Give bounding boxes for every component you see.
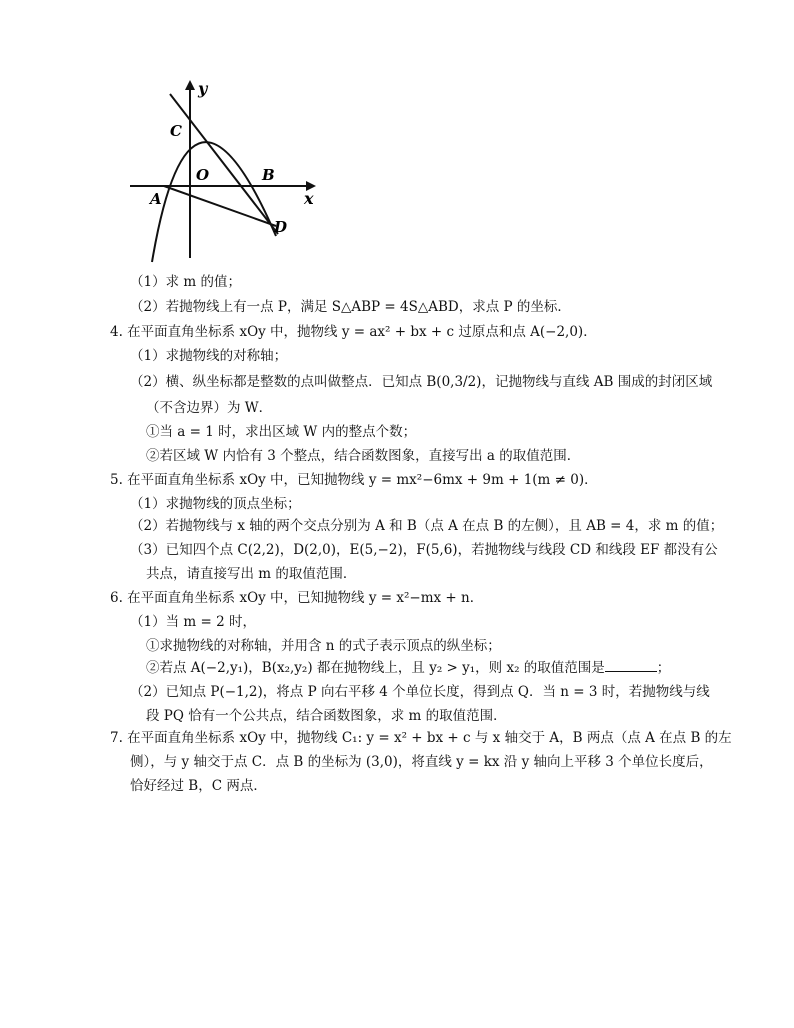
text-line: （2）若抛物线上有一点 P，满足 S△ABP = 4S△ABD，求点 P 的坐标． <box>130 299 571 315</box>
line-cd <box>170 94 278 234</box>
text-line: 侧），与 y 轴交于点 C．点 B 的坐标为 (3,0)，将直线 y = kx 沿 y 轴向上平移 3 个单位长度后， <box>130 754 713 770</box>
label-a: A <box>150 190 162 208</box>
text-line-with-blank <box>146 658 670 678</box>
answer-blank <box>605 659 657 672</box>
text-line: ①求抛物线的对称轴，并用含 n 的式子表示顶点的纵坐标； <box>146 638 501 654</box>
text-segment: ； <box>656 660 671 676</box>
label-d: D <box>274 218 288 236</box>
text-line: ②若区域 W 内恰有 3 个整点，结合函数图象，直接写出 a 的取值范围． <box>146 448 581 464</box>
text-line: 恰好经过 B，C 两点． <box>130 778 267 794</box>
text-line: ①当 a = 1 时，求出区域 W 内的整点个数； <box>146 424 417 440</box>
text-line: （2）已知点 P(−1,2)，将点 P 向右平移 4 个单位长度，得到点 Q．当 n = 3 时，若抛物线与线 <box>130 684 710 700</box>
label-b: B <box>262 166 275 184</box>
parabola-curve <box>152 142 276 262</box>
text-line: （1）求抛物线的顶点坐标； <box>130 496 301 512</box>
text-line: （1）求抛物线的对称轴； <box>130 348 288 364</box>
label-o: O <box>196 166 210 184</box>
text-line: 5. 在平面直角坐标系 xOy 中，已知抛物线 y = mx²−6mx + 9m + 1(m ≠ 0)． <box>110 472 598 488</box>
text-line: （不含边界）为 W． <box>146 400 273 416</box>
y-axis-arrow-icon <box>185 80 195 90</box>
text-line: （1）求 m 的值； <box>130 274 241 290</box>
label-y: y <box>198 79 208 98</box>
text-line: （2）若抛物线与 x 轴的两个交点分别为 A 和 B（点 A 在点 B 的左侧），且 AB = 4，求 m 的值； <box>130 518 724 534</box>
text-line: （2）横、纵坐标都是整数的点叫做整点．已知点 B(0,3/2)，记抛物线与直线 AB 围成的封闭区域 <box>130 374 713 390</box>
text-line: 7. 在平面直角坐标系 xOy 中，抛物线 C₁: y = x² + bx + c 与 x 轴交于 A，B 两点（点 A 在点 B 的左 <box>110 730 732 746</box>
label-c: C <box>170 122 182 140</box>
text-line: （3）已知四个点 C(2,2)，D(2,0)，E(5,−2)，F(5,6)，若抛物线与线段 CD 和线段 EF 都没有公 <box>130 542 718 558</box>
label-x: x <box>304 189 314 208</box>
line-ad <box>164 186 276 226</box>
text-line: 4. 在平面直角坐标系 xOy 中，抛物线 y = ax² + bx + c 过原点和点 A(−2,0)． <box>110 324 597 340</box>
parabola-figure <box>118 76 328 266</box>
text-segment: ②若点 A(−2,y₁)，B(x₂,y₂) 都在抛物线上，且 y₂ > y₁，则 x₂ 的取值范围是 <box>146 660 605 676</box>
text-line: 共点，请直接写出 m 的取值范围． <box>146 566 357 582</box>
text-line: （1）当 m = 2 时， <box>130 614 256 630</box>
text-line: 段 PQ 恰有一个公共点，结合函数图象，求 m 的取值范围． <box>146 708 507 724</box>
text-line: 6. 在平面直角坐标系 xOy 中，已知抛物线 y = x²−mx + n． <box>110 590 484 606</box>
